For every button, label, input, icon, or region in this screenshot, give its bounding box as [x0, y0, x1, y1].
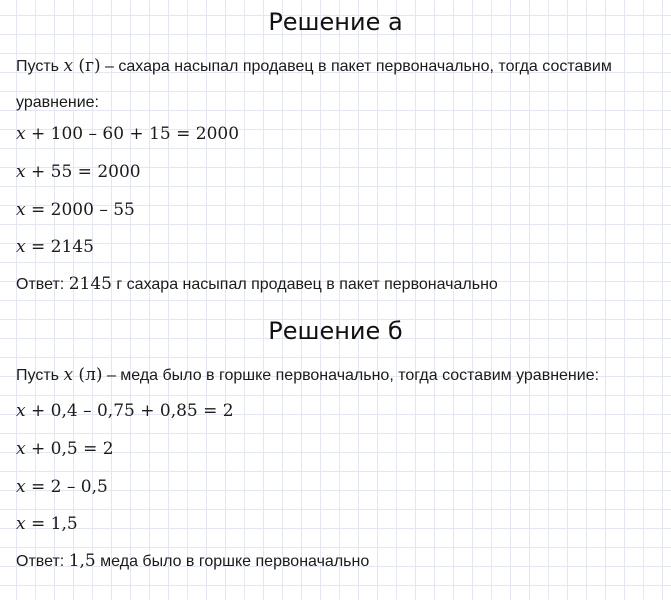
section-b-equation-4	[16, 514, 78, 534]
answer-rest: меда было в горшке первоначально	[95, 553, 370, 570]
section-a-intro-line2: уравнение:	[16, 94, 99, 111]
intro-unit: (л)	[73, 365, 103, 385]
variable-x: x	[63, 365, 74, 385]
section-b-equation-2	[16, 439, 114, 459]
section-b-answer	[16, 551, 369, 572]
equation-rest: = 2 – 0,5	[25, 477, 108, 497]
answer-number: 2145	[68, 274, 112, 294]
equation-variable: x	[16, 477, 26, 497]
equation-rest: + 0,5 = 2	[25, 439, 114, 459]
section-a-equation-3	[16, 200, 135, 220]
section-a-equation-4	[16, 237, 94, 257]
answer-prefix: Ответ:	[16, 553, 69, 570]
equation-variable: x	[16, 200, 26, 220]
equation-variable: x	[16, 439, 26, 459]
equation-variable: x	[16, 514, 26, 534]
equation-variable: x	[16, 162, 26, 182]
equation-rest: + 55 = 2000	[25, 162, 141, 182]
section-a-answer	[16, 274, 498, 295]
equation-rest: = 1,5	[25, 514, 78, 534]
answer-rest: г сахара насыпал продавец в пакет первоначально	[111, 276, 498, 293]
section-a-intro	[16, 56, 612, 77]
section-b-equation-3	[16, 477, 108, 497]
section-b-intro	[16, 365, 599, 386]
equation-rest: = 2000 – 55	[25, 200, 135, 220]
section-a-equation-1	[16, 124, 239, 144]
answer-prefix: Ответ:	[16, 276, 69, 293]
equation-rest: = 2145	[25, 237, 94, 257]
equation-variable: x	[16, 401, 26, 421]
equation-variable: x	[16, 237, 26, 257]
variable-x: x	[63, 56, 74, 76]
answer-number: 1,5	[68, 551, 96, 571]
section-a-equation-2	[16, 162, 141, 182]
intro-rest: – меда было в горшке первоначально, тогда составим уравнение:	[102, 367, 600, 384]
intro-unit: (г)	[73, 56, 101, 76]
intro-prefix: Пусть	[16, 367, 64, 384]
equation-rest: + 100 – 60 + 15 = 2000	[25, 124, 240, 144]
section-a-title: Решение а	[268, 8, 403, 36]
section-b-equation-1	[16, 401, 234, 421]
intro-rest: – сахара насыпал продавец в пакет первоначально, тогда составим	[100, 58, 612, 75]
equation-rest: + 0,4 – 0,75 + 0,85 = 2	[25, 401, 234, 421]
equation-variable: x	[16, 124, 26, 144]
section-b-title: Решение б	[268, 317, 403, 345]
intro-prefix: Пусть	[16, 58, 64, 75]
